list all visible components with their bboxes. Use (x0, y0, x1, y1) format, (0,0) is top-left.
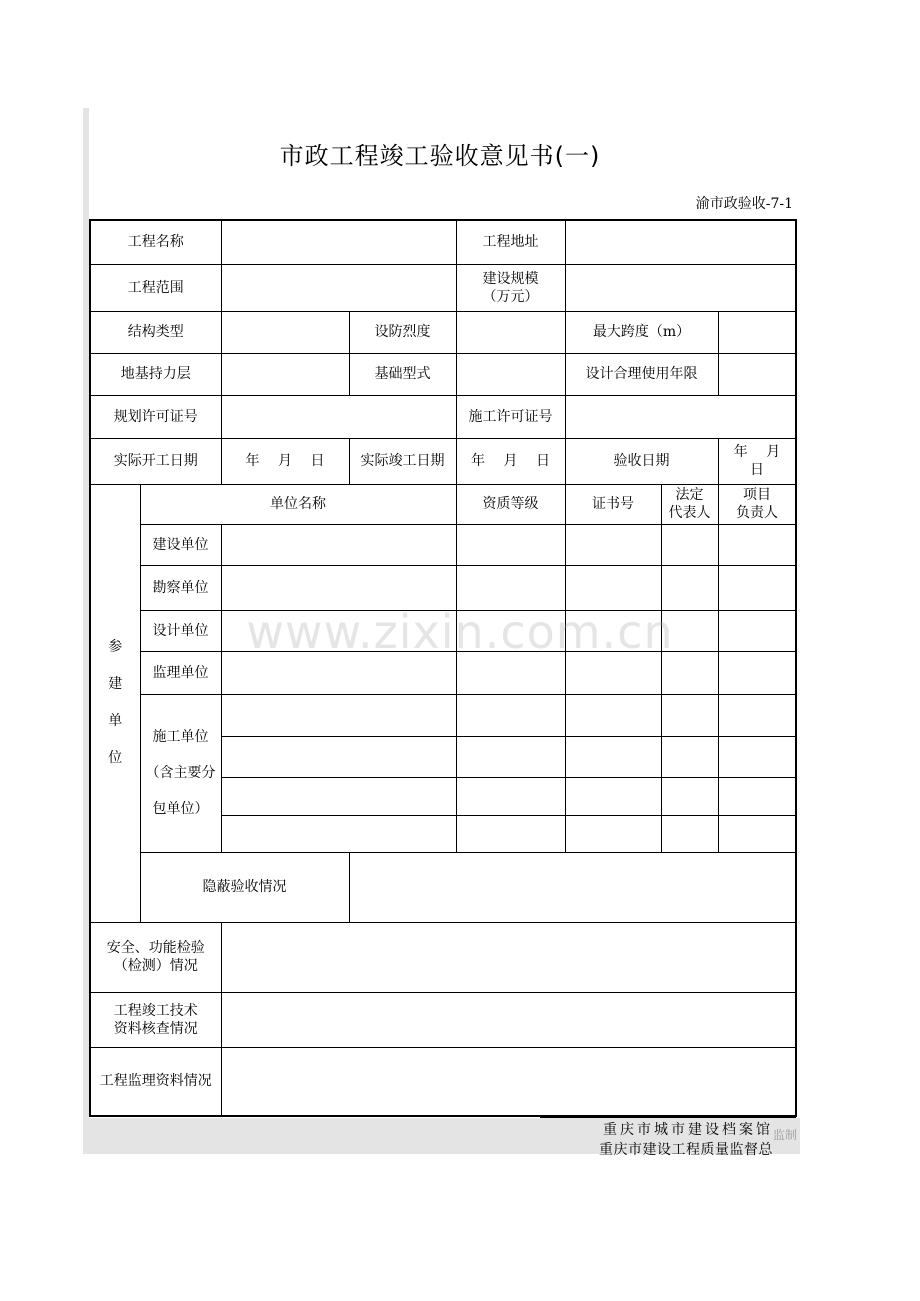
tech-docs-line2: 资料核查情况 (113, 1020, 198, 1037)
row-dates (90, 438, 796, 484)
design-unit-certificate[interactable] (565, 610, 661, 651)
construction-permit-label: 施工许可证号 (456, 395, 565, 438)
footer-rule (540, 1116, 796, 1118)
tech-docs-line1: 工程竣工技术 (113, 1002, 198, 1019)
build-scale-value[interactable] (565, 264, 796, 311)
contractor-2-name[interactable] (221, 736, 456, 777)
structure-type-label: 结构类型 (90, 311, 221, 353)
contractor-1-lead[interactable] (718, 694, 796, 736)
qualification-header: 资质等级 (456, 484, 565, 524)
planning-permit-label: 规划许可证号 (90, 395, 221, 438)
build-scale-label (456, 264, 565, 311)
document-title: 市政工程竣工验收意见书(一) (279, 142, 601, 170)
tech-docs-value[interactable] (221, 992, 796, 1047)
contractor-3-qualification[interactable] (456, 777, 565, 815)
contractor-line3: 包单位） (152, 801, 209, 817)
foundation-type-value[interactable] (456, 353, 565, 395)
contractor-1-qualification[interactable] (456, 694, 565, 736)
supervision-unit-legal-rep[interactable] (661, 651, 718, 694)
construction-unit-lead[interactable] (718, 524, 796, 565)
group-char-4: 位 (108, 750, 123, 766)
contractor-4-lead[interactable] (718, 815, 796, 852)
project-scope-label: 工程范围 (90, 264, 221, 311)
row-participants-header (90, 484, 796, 524)
contractor-1-certificate[interactable] (565, 694, 661, 736)
group-char-2: 建 (108, 676, 123, 692)
project-name-label: 工程名称 (90, 220, 221, 264)
row-structure (90, 311, 796, 353)
actual-completion-label: 实际竣工日期 (349, 438, 456, 484)
supervision-docs-value[interactable] (221, 1047, 796, 1116)
supervision-unit-qualification[interactable] (456, 651, 565, 694)
legal-rep-line1: 法定 (675, 487, 704, 503)
contractor-3-name[interactable] (221, 777, 456, 815)
contractor-3-lead[interactable] (718, 777, 796, 815)
row-foundation (90, 353, 796, 395)
construction-unit-name[interactable] (221, 524, 456, 565)
contractor-label (140, 694, 221, 852)
survey-unit-legal-rep[interactable] (661, 565, 718, 610)
survey-unit-lead[interactable] (718, 565, 796, 610)
contractor-4-certificate[interactable] (565, 815, 661, 852)
planning-permit-value[interactable] (221, 395, 456, 438)
group-char-3: 单 (108, 713, 123, 729)
seismic-intensity-label: 设防烈度 (349, 311, 456, 353)
footer-archive-name: 重庆市城市建设档案馆 (603, 1122, 773, 1138)
contractor-2-certificate[interactable] (565, 736, 661, 777)
acceptance-form (89, 219, 797, 1117)
contractor-1-name[interactable] (221, 694, 456, 736)
row-survey-unit (90, 565, 796, 610)
design-life-label: 设计合理使用年限 (565, 353, 718, 395)
survey-unit-qualification[interactable] (456, 565, 565, 610)
project-lead-header (718, 484, 796, 524)
survey-unit-name[interactable] (221, 565, 456, 610)
form-code: 渝市政验收-7-1 (695, 196, 793, 212)
contractor-2-legal-rep[interactable] (661, 736, 718, 777)
project-address-label: 工程地址 (456, 220, 565, 264)
construction-unit-qualification[interactable] (456, 524, 565, 565)
tech-docs-label (90, 992, 221, 1047)
contractor-3-legal-rep[interactable] (661, 777, 718, 815)
contractor-4-name[interactable] (221, 815, 456, 852)
actual-completion-value[interactable]: 年 月 日 (456, 438, 565, 484)
build-scale-text: 建设规模 (482, 270, 539, 287)
project-scope-value[interactable] (221, 264, 456, 311)
row-construction-unit (90, 524, 796, 565)
safety-label (90, 922, 221, 992)
survey-unit-certificate[interactable] (565, 565, 661, 610)
supervision-unit-lead[interactable] (718, 651, 796, 694)
project-lead-line2: 负责人 (736, 505, 778, 521)
legal-rep-header (661, 484, 718, 524)
project-lead-line1: 项目 (743, 487, 771, 503)
contractor-line2: （含主要分 (145, 765, 216, 781)
construction-permit-value[interactable] (565, 395, 796, 438)
supervision-unit-certificate[interactable] (565, 651, 661, 694)
row-project-scope (90, 264, 796, 311)
project-name-value[interactable] (221, 220, 456, 264)
row-concealed (90, 852, 796, 922)
contractor-1-legal-rep[interactable] (661, 694, 718, 736)
build-scale-unit: （万元） (482, 288, 539, 305)
max-span-value[interactable] (718, 311, 796, 353)
survey-unit-label: 勘察单位 (140, 565, 221, 610)
row-supervision-docs (90, 1047, 796, 1116)
row-design-unit (90, 610, 796, 651)
design-unit-label: 设计单位 (140, 610, 221, 651)
design-unit-name[interactable] (221, 610, 456, 651)
project-address-value[interactable] (565, 220, 796, 264)
row-contractor-1 (90, 694, 796, 736)
supervision-unit-name[interactable] (221, 651, 456, 694)
contractor-4-qualification[interactable] (456, 815, 565, 852)
participants-group-label (90, 484, 140, 922)
group-char-1: 参 (108, 639, 123, 655)
row-safety (90, 922, 796, 992)
row-project-name (90, 220, 796, 264)
acceptance-date-label: 验收日期 (565, 438, 718, 484)
concealed-value[interactable] (349, 852, 796, 922)
construction-unit-label: 建设单位 (140, 524, 221, 565)
contractor-4-legal-rep[interactable] (661, 815, 718, 852)
construction-unit-legal-rep[interactable] (661, 524, 718, 565)
bearing-layer-label: 地基持力层 (90, 353, 221, 395)
design-unit-legal-rep[interactable] (661, 610, 718, 651)
contractor-2-lead[interactable] (718, 736, 796, 777)
construction-unit-certificate[interactable] (565, 524, 661, 565)
actual-start-label: 实际开工日期 (90, 438, 221, 484)
footer-supervision-name: 重庆市建设工程质量监督总 (599, 1142, 773, 1158)
acceptance-date-value[interactable]: 年 月 日 (718, 438, 796, 484)
design-life-value[interactable] (718, 353, 796, 395)
supervision-docs-label: 工程监理资料情况 (90, 1047, 221, 1116)
structure-type-value[interactable] (221, 311, 349, 353)
legal-rep-line2: 代表人 (668, 505, 711, 521)
bearing-layer-value[interactable] (221, 353, 349, 395)
max-span-label: 最大跨度（m） (565, 311, 718, 353)
concealed-label: 隐蔽验收情况 (140, 852, 349, 922)
certificate-header: 证书号 (565, 484, 661, 524)
contractor-2-qualification[interactable] (456, 736, 565, 777)
safety-value[interactable] (221, 922, 796, 992)
actual-start-value[interactable]: 年 月 日 (221, 438, 349, 484)
row-permits (90, 395, 796, 438)
unit-name-header: 单位名称 (140, 484, 456, 524)
watermark: www.zixin.com.cn (246, 605, 674, 659)
safety-line2: （检测）情况 (113, 958, 198, 974)
row-tech-docs (90, 992, 796, 1047)
design-unit-lead[interactable] (718, 610, 796, 651)
contractor-line1: 施工单位 (152, 729, 209, 745)
safety-line1: 安全、功能检验 (106, 940, 205, 956)
supervision-unit-label: 监理单位 (140, 651, 221, 694)
foundation-type-label: 基础型式 (349, 353, 456, 395)
seal-stamp: 监制 (773, 1128, 798, 1142)
contractor-3-certificate[interactable] (565, 777, 661, 815)
seismic-intensity-value[interactable] (456, 311, 565, 353)
design-unit-qualification[interactable] (456, 610, 565, 651)
row-supervision-unit (90, 651, 796, 694)
